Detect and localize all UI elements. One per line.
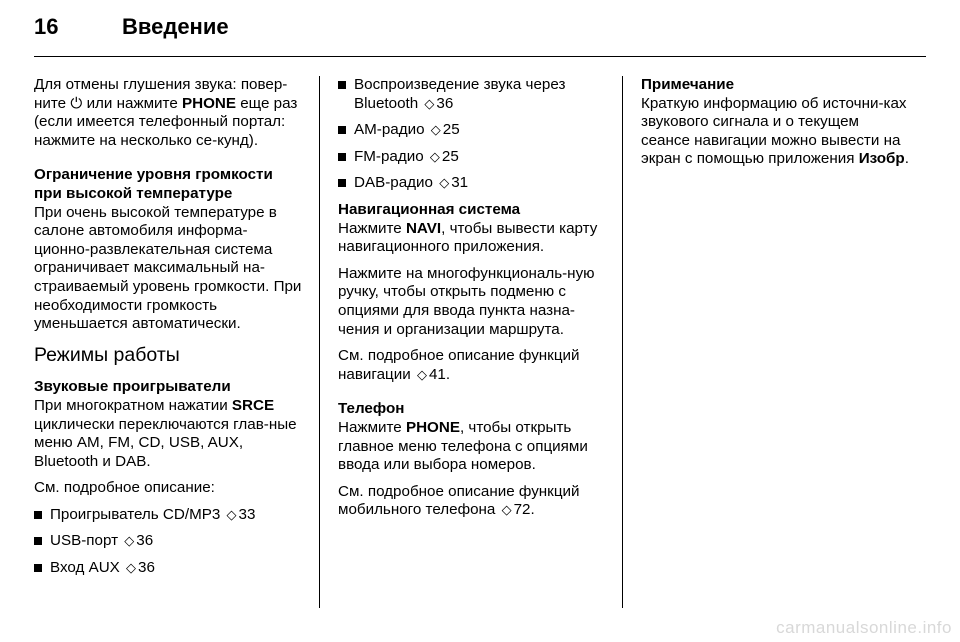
players-title: Звуковые проигрыватели xyxy=(34,378,231,396)
page-ref[interactable]: 36 xyxy=(436,94,454,112)
list-item: FM-радио ◇ 25 xyxy=(338,148,606,167)
page-header xyxy=(34,14,229,50)
page-ref-icon: ◇ xyxy=(126,560,137,576)
column-middle xyxy=(338,76,606,528)
navigation-title: Навигационная система xyxy=(338,200,521,218)
phone-see: См. подробное описание функций мобильного телефона ◇ 72. xyxy=(338,482,580,519)
page-ref[interactable]: 36 xyxy=(138,559,155,577)
header-rule xyxy=(34,56,926,57)
page-ref-icon: ◇ xyxy=(439,175,450,191)
bullet-icon xyxy=(34,511,42,519)
bullet-icon xyxy=(34,564,42,572)
phone-text: Нажмите PHONE, чтобы открыть главное меню телефона с опциями ввода или выбора номеров. xyxy=(338,418,588,474)
page-ref[interactable]: 41. xyxy=(428,365,451,383)
page-ref-icon: ◇ xyxy=(430,122,441,138)
page-ref-icon: ◇ xyxy=(429,148,440,164)
list-item: DAB-радио ◇ 31 xyxy=(338,174,606,193)
page-title: Введение xyxy=(122,14,229,39)
page-number: 16 xyxy=(34,14,59,39)
page-ref-icon: ◇ xyxy=(226,506,237,522)
page-ref[interactable]: 25 xyxy=(441,147,459,165)
page-ref[interactable]: 72. xyxy=(513,501,535,519)
page-ref-icon: ◇ xyxy=(424,95,435,111)
note-text: Краткую информацию об источни-ках звукового сигнала и о текущем сеансе навигации можно вывести на экран с помощью приложения Изобр. xyxy=(641,94,909,168)
column-right xyxy=(641,76,909,177)
column-divider xyxy=(319,76,320,608)
column-divider xyxy=(622,76,623,608)
players-text: При многократном нажатии SRCE циклически переключаются глав-ные меню AM, FM, CD, USB, AUX, Bluetooth и DAB. xyxy=(34,396,297,470)
phone-key: PHONE xyxy=(181,94,236,112)
bullet-icon xyxy=(34,537,42,545)
power-icon: ⏻ xyxy=(70,94,83,112)
list-item: AM-радио ◇ 25 xyxy=(338,121,606,140)
heat-limit-title: Ограничение уровня громкости при высокой температуре xyxy=(34,166,273,202)
see-description: См. подробное описание: xyxy=(34,479,215,497)
phone-key: PHONE xyxy=(405,418,460,436)
phone-title: Телефон xyxy=(338,400,405,418)
srce-key: SRCE xyxy=(231,396,275,414)
section-title: Режимы работы xyxy=(34,343,180,366)
page-ref-icon: ◇ xyxy=(416,366,427,382)
page-ref[interactable]: 25 xyxy=(442,121,460,139)
navigation-text: Нажмите NAVI, чтобы вывести карту навигационного приложения. xyxy=(338,219,598,256)
list-item: USB-порт ◇ 36 xyxy=(34,532,302,551)
players-list xyxy=(34,506,302,578)
page-ref[interactable]: 36 xyxy=(136,532,154,550)
column-left xyxy=(34,76,302,586)
watermark: carmanualsonline.info xyxy=(776,618,952,637)
page-ref-icon: ◇ xyxy=(501,502,512,518)
bullet-icon xyxy=(338,126,346,134)
navi-key: NAVI xyxy=(405,219,442,237)
note-title: Примечание xyxy=(641,76,735,93)
page-ref[interactable]: 31 xyxy=(451,174,469,192)
page-ref[interactable]: 33 xyxy=(238,505,256,523)
list-item: Воспроизведение звука через Bluetooth ◇ 36 xyxy=(338,76,606,113)
image-app-key: Изобр xyxy=(858,150,905,168)
navigation-knob-text: Нажмите на многофункциональ-ную ручку, чтобы открыть подменю с опциями для ввода пункта назна-чения и организации маршрута. xyxy=(338,264,595,338)
heat-limit-text: При очень высокой температуре в салоне автомобиля информа-ционно-развлекательная система ограничивает максимальный на-страиваемый уровень громкости. При необходимости громкость уменьшается автоматически. xyxy=(34,203,302,333)
bullet-icon xyxy=(338,81,346,89)
bullet-icon xyxy=(338,179,346,187)
navigation-see: См. подробное описание функций навигации ◇ 41. xyxy=(338,347,580,383)
list-item: Проигрыватель CD/MP3 ◇ 33 xyxy=(34,506,302,525)
mute-paragraph: Для отмены глушения звука: повер-ните ⏻ или нажмите PHONE еще раз (если имеется телефонный портал: нажмите на несколько се-кунд). xyxy=(34,76,298,149)
page-ref-icon: ◇ xyxy=(124,533,135,549)
list-item: Вход AUX ◇ 36 xyxy=(34,559,302,578)
bullet-icon xyxy=(338,153,346,161)
sources-list xyxy=(338,76,606,193)
